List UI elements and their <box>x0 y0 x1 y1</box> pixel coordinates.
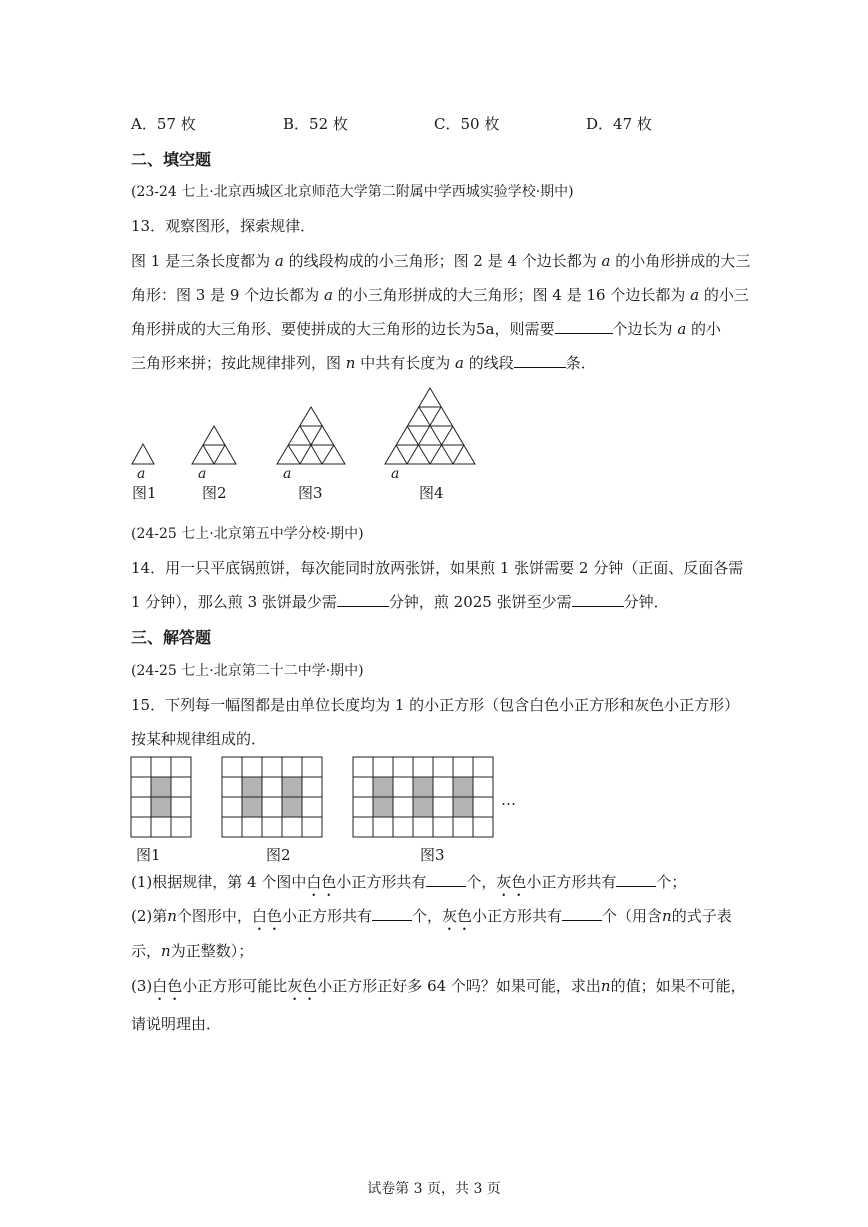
q14-line2: 1 分钟），那么煎 3 张饼最少需 分钟，煎 2025 张饼至少需 分钟． <box>131 593 669 611</box>
section-heading-fill-blank: 二、填空题 <box>131 150 212 169</box>
figure-label: 图2 <box>266 846 291 864</box>
ellipsis: … <box>501 791 516 809</box>
figure-label: 图3 <box>420 846 445 864</box>
option-a: A．57 枚 <box>131 115 196 133</box>
triangle-figure-4 <box>385 388 475 464</box>
figure-label: 图4 <box>419 484 444 502</box>
side-label-a: a <box>391 466 400 480</box>
answer-blank[interactable] <box>555 319 613 334</box>
grid-figures <box>125 755 525 840</box>
q13-line1: 13．观察图形，探索规律． <box>131 217 316 235</box>
grid-figure-3 <box>353 757 493 837</box>
q13-line4: 角形拼成的大三角形、要使拼成的大三角形的边长为5a，则需要 个边长为 a 的小 <box>131 320 722 338</box>
q13-line2: 图 1 是三条长度都为 a 的线段构成的小三角形；图 2 是 4 个边长都为 a 的小角形拼成的大三 <box>131 252 751 270</box>
q15-source: (24-25 七上·北京第二十二中学·期中) <box>131 663 364 679</box>
q15-part2-line2: 示，n为正整数）； <box>131 942 254 960</box>
side-label-a: a <box>137 466 146 480</box>
option-c: C．50 枚 <box>434 115 500 133</box>
q15-part3-line2: 请说明理由． <box>131 1015 222 1033</box>
q15-line1: 15．下列每一幅图都是由单位长度均为 1 的小正方形（包含白色小正方形和灰色小正方形） <box>131 696 740 714</box>
grid-figure-2 <box>222 757 322 837</box>
side-label-a: a <box>283 466 292 480</box>
q15-part3-line1: (3)白色小正方形可能比灰色小正方形正好多 64 个吗？如果可能，求出n的值；如果不可能， <box>131 977 746 995</box>
q13-source: (23-24 七上·北京西城区北京师范大学第二附属中学西城实验学校·期中) <box>131 184 574 200</box>
page-footer: 试卷第 3 页，共 3 页 <box>367 1181 501 1197</box>
q15-part2-line1: (2)第n个图形中，白色小正方形共有 个，灰色小正方形共有 个（用含n的式子表 <box>131 907 732 925</box>
q14-source: (24-25 七上·北京第五中学分校·期中) <box>131 526 364 542</box>
figure-label: 图1 <box>136 846 161 864</box>
figure-label: 图2 <box>202 484 227 502</box>
answer-blank[interactable] <box>616 872 656 887</box>
answer-blank[interactable] <box>514 353 566 368</box>
section-heading-answer: 三、解答题 <box>131 628 212 647</box>
side-label-a: a <box>198 466 207 480</box>
triangle-figure-3 <box>277 407 345 464</box>
option-b: B．52 枚 <box>283 115 348 133</box>
q15-part1: (1)根据规律，第 4 个图中白色小正方形共有 个，灰色小正方形共有 个； <box>131 873 687 891</box>
answer-blank[interactable] <box>337 592 389 607</box>
q13-line3: 角形：图 3 是 9 个边长都为 a 的小三角形拼成的大三角形；图 4 是 16 个边长都为 a 的小三 <box>131 286 749 304</box>
q15-line2: 按某种规律组成的． <box>131 730 267 748</box>
triangle-figure-1 <box>132 444 154 464</box>
option-d: D．47 枚 <box>586 115 652 133</box>
answer-blank[interactable] <box>572 592 624 607</box>
q13-line5: 三角形来拼；按此规律排列，图 n 中共有长度为 a 的线段 条． <box>131 354 596 372</box>
answer-blank[interactable] <box>562 906 602 921</box>
figure-label: 图1 <box>132 484 157 502</box>
q14-line1: 14．用一只平底锅煎饼，每次能同时放两张饼，如果煎 1 张饼需要 2 分钟（正面、反面各需 <box>131 559 744 577</box>
figure-label: 图3 <box>298 484 323 502</box>
grid-figure-1 <box>131 757 191 837</box>
answer-blank[interactable] <box>426 872 466 887</box>
answer-blank[interactable] <box>372 906 412 921</box>
triangle-figure-2 <box>192 426 236 464</box>
triangle-figures <box>120 385 500 480</box>
